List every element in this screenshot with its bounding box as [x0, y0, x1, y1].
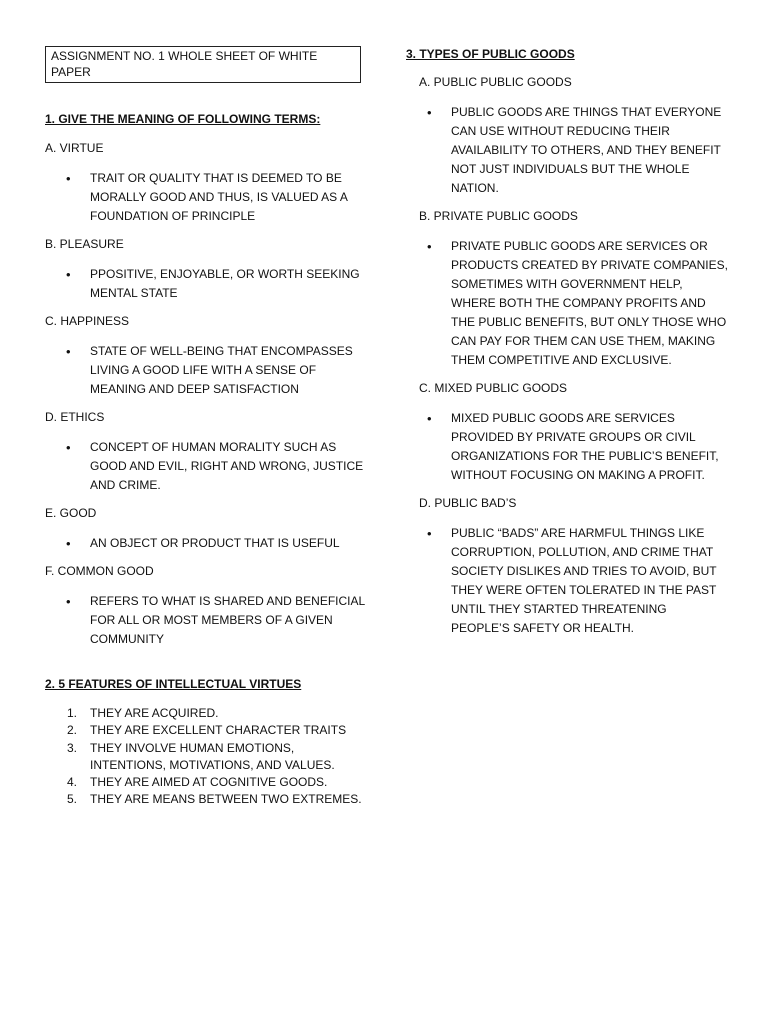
- assignment-title: ASSIGNMENT NO. 1 WHOLE SHEET OF WHITE PAPER: [51, 49, 318, 79]
- list-number: 5.: [67, 792, 78, 807]
- definition-text: AN OBJECT OR PRODUCT THAT IS USEFUL: [90, 536, 340, 550]
- term-virtue: [45, 140, 365, 226]
- type-definition: [406, 409, 728, 485]
- list-item: [45, 705, 365, 722]
- right-column: [406, 46, 728, 648]
- bullet-icon: •: [66, 267, 71, 282]
- term-definition: [45, 592, 365, 649]
- type-label: A. PUBLIC PUBLIC GOODS: [419, 75, 572, 89]
- bullet-icon: •: [66, 440, 71, 455]
- definition-text: PUBLIC GOODS ARE THINGS THAT EVERYONE CAN USE WITHOUT REDUCING THEIR AVAILABILITY TO OTHERS, AND THEY BENEFIT NOT JUST INDIVIDUALS BUT THE WHOLE NATION.: [451, 105, 722, 195]
- term-label: A. VIRTUE: [45, 141, 104, 155]
- type-label: C. MIXED PUBLIC GOODS: [419, 381, 568, 395]
- definition-text: STATE OF WELL-BEING THAT ENCOMPASSES LIVING A GOOD LIFE WITH A SENSE OF MEANING AND DEEP SATISFACTION: [90, 344, 353, 396]
- list-item: [45, 740, 365, 775]
- assignment-title-box: [45, 46, 361, 83]
- type-mixed-public-goods: [406, 380, 728, 485]
- term-pleasure: [45, 236, 365, 303]
- section2-heading: 2. 5 FEATURES OF INTELLECTUAL VIRTUES: [45, 677, 302, 691]
- type-private-public-goods: [406, 208, 728, 370]
- list-text: THEY ARE EXCELLENT CHARACTER TRAITS: [90, 723, 347, 738]
- list-text: THEY ARE ACQUIRED.: [90, 706, 219, 720]
- definition-text: TRAIT OR QUALITY THAT IS DEEMED TO BE MORALLY GOOD AND THUS, IS VALUED AS A FOUNDATION OF PRINCIPLE: [90, 171, 348, 223]
- type-label: D. PUBLIC BAD’S: [419, 496, 517, 510]
- list-number: 1.: [67, 706, 78, 720]
- features-list: [45, 705, 365, 809]
- term-label: F. COMMON GOOD: [45, 564, 154, 578]
- type-definition: [406, 524, 728, 638]
- term-definition: [45, 534, 365, 553]
- type-label: B. PRIVATE PUBLIC GOODS: [419, 209, 578, 223]
- bullet-icon: •: [66, 536, 71, 551]
- term-label: D. ETHICS: [45, 410, 105, 424]
- term-label: C. HAPPINESS: [45, 314, 130, 328]
- definition-text: CONCEPT OF HUMAN MORALITY SUCH AS GOOD AND EVIL, RIGHT AND WRONG, JUSTICE AND CRIME.: [90, 440, 364, 492]
- definition-text: PUBLIC “BADS” ARE HARMFUL THINGS LIKE CORRUPTION, POLLUTION, AND CRIME THAT SOCIETY DISLIKES AND TRIES TO AVOID, BUT THEY WERE OFTEN TOLERATED IN THE PAST UNTIL THEY STARTED THREATENING PEOPLE’S SAFETY OR HEALTH.: [451, 526, 717, 635]
- term-definition: [45, 265, 365, 303]
- term-label: E. GOOD: [45, 506, 97, 520]
- list-item: [45, 774, 365, 791]
- term-good: [45, 505, 365, 553]
- bullet-icon: •: [427, 239, 432, 254]
- definition-text: PPOSITIVE, ENJOYABLE, OR WORTH SEEKING MENTAL STATE: [90, 267, 360, 300]
- list-text: THEY ARE AIMED AT COGNITIVE GOODS.: [90, 775, 328, 790]
- type-public-bads: [406, 495, 728, 638]
- section3-heading: 3. TYPES OF PUBLIC GOODS: [406, 47, 575, 61]
- definition-text: REFERS TO WHAT IS SHARED AND BENEFICIAL FOR ALL OR MOST MEMBERS OF A GIVEN COMMUNITY: [90, 594, 365, 646]
- list-text: THEY INVOLVE HUMAN EMOTIONS, INTENTIONS, MOTIVATIONS, AND VALUES.: [90, 740, 335, 772]
- term-definition: [45, 438, 365, 495]
- term-common-good: [45, 563, 365, 649]
- list-number: 3.: [67, 740, 78, 755]
- list-number: 2.: [67, 723, 78, 738]
- term-definition: [45, 169, 365, 226]
- list-item: [45, 791, 365, 808]
- left-column: [45, 46, 365, 809]
- bullet-icon: •: [427, 105, 432, 120]
- type-definition: [406, 237, 728, 370]
- bullet-icon: •: [66, 171, 71, 186]
- definition-text: MIXED PUBLIC GOODS ARE SERVICES PROVIDED BY PRIVATE GROUPS OR CIVIL ORGANIZATIONS FOR THE PUBLIC’S BENEFIT, WITHOUT FOCUSING ON MAKING A PROFIT.: [451, 411, 719, 482]
- type-definition: [406, 103, 728, 198]
- bullet-icon: •: [427, 411, 432, 426]
- list-item: [45, 722, 365, 739]
- term-happiness: [45, 313, 365, 399]
- term-ethics: [45, 409, 365, 495]
- bullet-icon: •: [66, 594, 71, 609]
- type-public-public-goods: [406, 74, 728, 198]
- list-number: 4.: [67, 775, 78, 790]
- term-definition: [45, 342, 365, 399]
- list-text: THEY ARE MEANS BETWEEN TWO EXTREMES.: [90, 792, 362, 807]
- section1-heading: 1. GIVE THE MEANING OF FOLLOWING TERMS:: [45, 112, 321, 126]
- bullet-icon: •: [66, 344, 71, 359]
- definition-text: PRIVATE PUBLIC GOODS ARE SERVICES OR PRODUCTS CREATED BY PRIVATE COMPANIES, SOMETIMES WITH GOVERNMENT HELP, WHERE BOTH THE COMPANY PROFITS AND THE PUBLIC BENEFITS, BUT ONLY THOSE WHO CAN PAY FOR THEM CAN USE THEM, MAKING THEM COMPETITIVE AND EXCLUSIVE.: [451, 239, 728, 367]
- term-label: B. PLEASURE: [45, 237, 124, 251]
- bullet-icon: •: [427, 526, 432, 541]
